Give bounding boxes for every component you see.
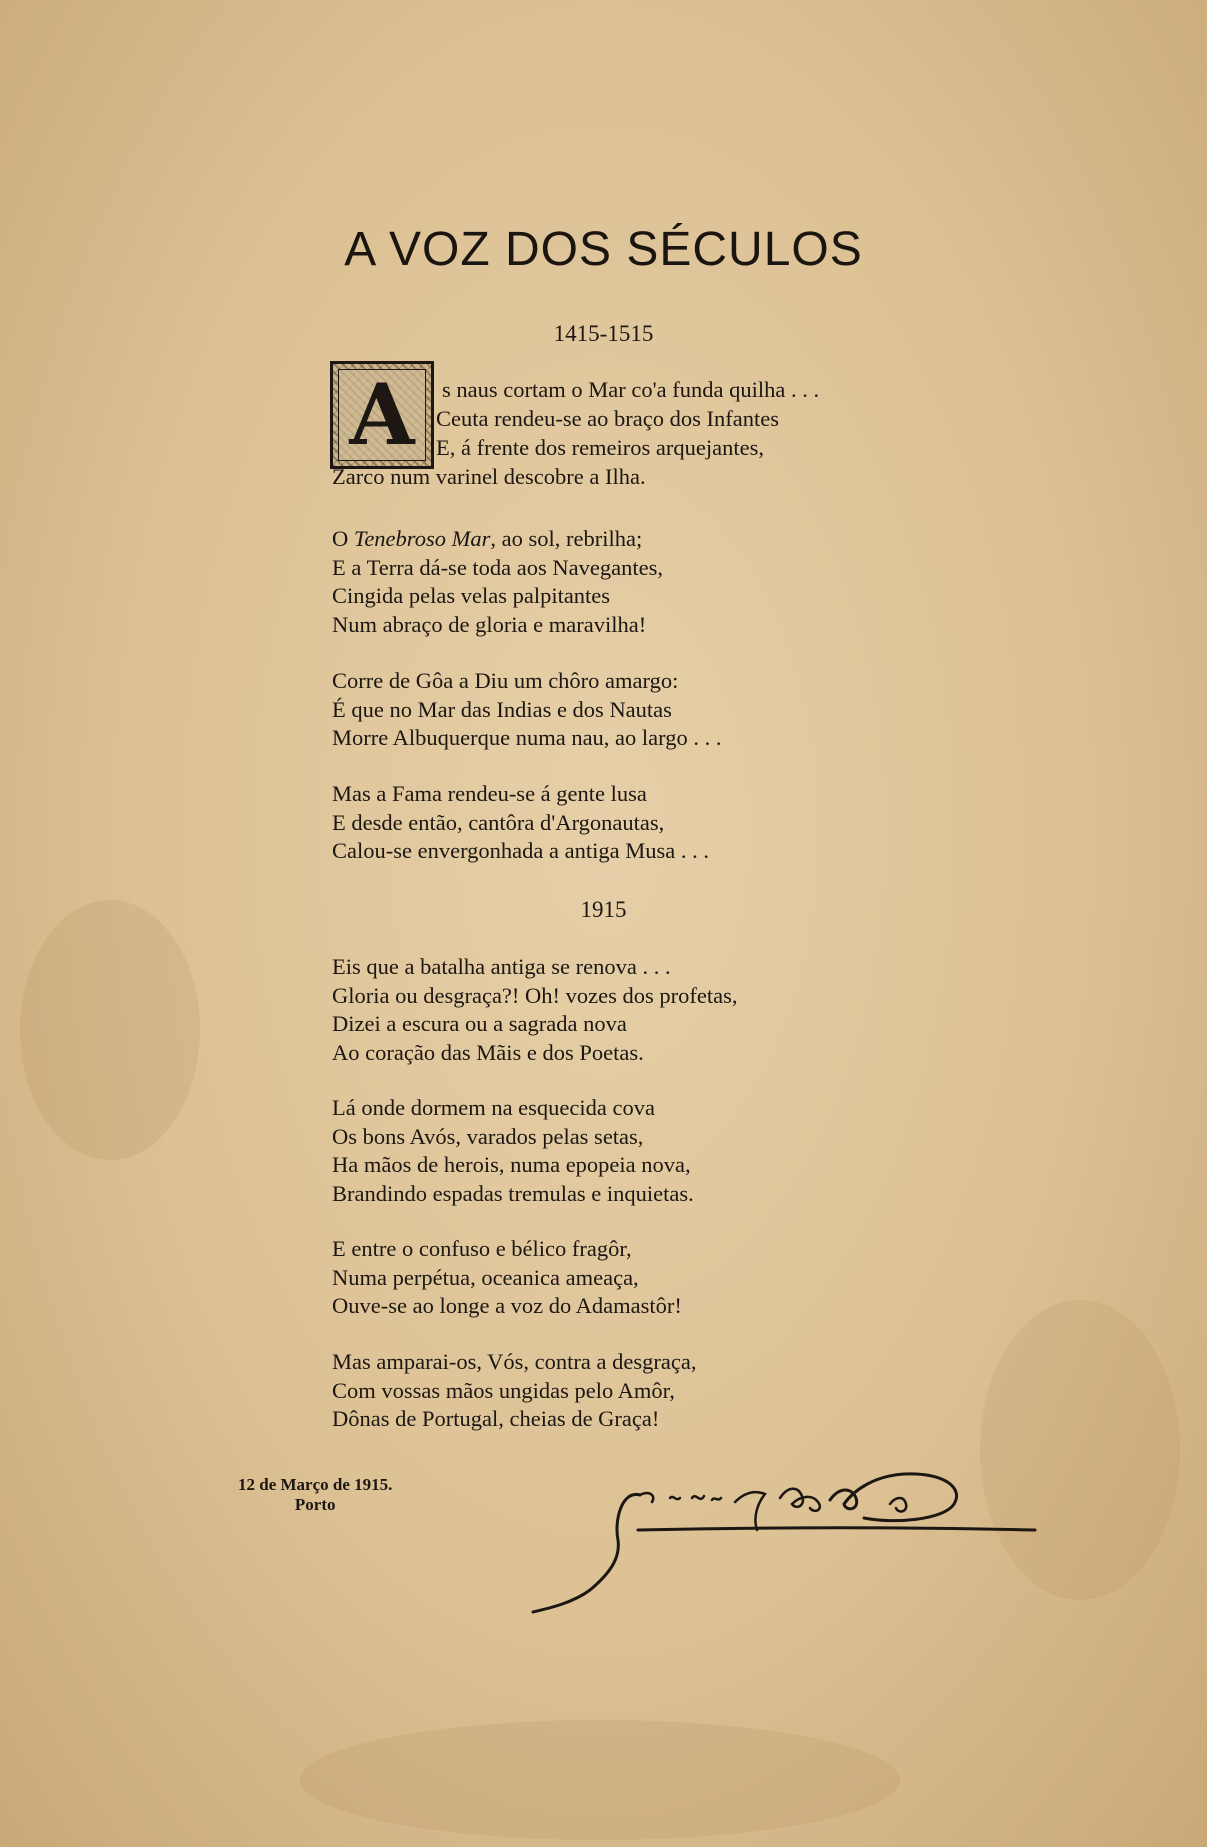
verse-line: Ao coração das Mãis e dos Poetas. xyxy=(332,1039,644,1065)
verse-line: Ha mãos de herois, numa epopeia nova, xyxy=(332,1152,691,1177)
verse-line: Morre Albuquerque numa nau, ao largo . . . xyxy=(332,725,722,750)
stanza-3 xyxy=(332,667,722,753)
verse-line: E, á frente dos remeiros arquejantes, xyxy=(436,435,764,460)
paper-stain xyxy=(300,1720,900,1840)
stanza-1 xyxy=(332,365,820,491)
place-text: Porto xyxy=(294,1495,336,1514)
verse-line: Brandindo espadas tremulas e inquietas. xyxy=(332,1180,694,1206)
verse-line: E a Terra dá-se toda aos Navegantes, xyxy=(332,554,663,580)
verse-line: Calou-se envergonhada a antiga Musa . . . xyxy=(332,838,709,863)
verse-word: , ao sol, rebrilha; xyxy=(490,526,643,551)
verse-line: Lá onde dormem na esquecida cova xyxy=(332,1095,655,1120)
paper-stain xyxy=(20,900,200,1160)
verse-line: E desde então, cantôra d'Argonautas, xyxy=(332,809,665,835)
section-heading-1: 1415-1515 xyxy=(553,321,654,346)
verse-line: s naus cortam o Mar co'a funda quilha . . . xyxy=(442,377,820,402)
dateline xyxy=(238,1475,392,1515)
stanza-2 xyxy=(332,525,663,639)
poem-title: A VOZ DOS SÉCULOS xyxy=(344,223,863,276)
verse-line: Corre de Gôa a Diu um chôro amargo: xyxy=(332,668,679,693)
verse-word: O xyxy=(332,526,349,551)
verse-line: Com vossas mãos ungidas pelo Amôr, xyxy=(332,1377,675,1403)
stanza-7 xyxy=(332,1235,682,1321)
verse-line: Eis que a batalha antiga se renova . . . xyxy=(332,954,671,979)
verse-line: Mas a Fama rendeu-se á gente lusa xyxy=(332,781,647,806)
dropcap-letter: A xyxy=(349,365,415,464)
verse-line: Dônas de Portugal, cheias de Graça! xyxy=(332,1406,660,1431)
verse-line: E entre o confuso e bélico fragôr, xyxy=(332,1236,632,1261)
verse-line: Numa perpétua, oceanica ameaça, xyxy=(332,1264,639,1290)
verse-line: Ceuta rendeu-se ao braço dos Infantes xyxy=(436,406,779,431)
verse-line: Dizei a escura ou a sagrada nova xyxy=(332,1011,627,1036)
verse-line: Cingida pelas velas palpitantes xyxy=(332,583,611,608)
verse-line: Ouve-se ao longe a voz do Adamastôr! xyxy=(332,1293,682,1318)
verse-italic: Tenebroso Mar xyxy=(353,526,491,551)
stanza-6 xyxy=(332,1094,694,1208)
verse-line: Zarco num varinel descobre a Ilha. xyxy=(332,464,646,489)
verse-line: Num abraço de gloria e maravilha! xyxy=(332,611,647,637)
stanza-5 xyxy=(332,953,737,1067)
stanza-8 xyxy=(332,1348,696,1434)
stanza-4 xyxy=(332,780,709,866)
section-heading-2: 1915 xyxy=(580,897,627,922)
verse-line: Os bons Avós, varados pelas setas, xyxy=(332,1123,644,1149)
date-text: 12 de Março de 1915. xyxy=(238,1475,393,1494)
handwritten-signature xyxy=(530,1460,1070,1630)
verse-line: Gloria ou desgraça?! Oh! vozes dos profetas, xyxy=(332,982,738,1008)
verse-line: É que no Mar das Indias e dos Nautas xyxy=(332,696,672,722)
verse-line xyxy=(332,525,663,554)
verse-line: Mas amparai-os, Vós, contra a desgraça, xyxy=(332,1349,697,1374)
